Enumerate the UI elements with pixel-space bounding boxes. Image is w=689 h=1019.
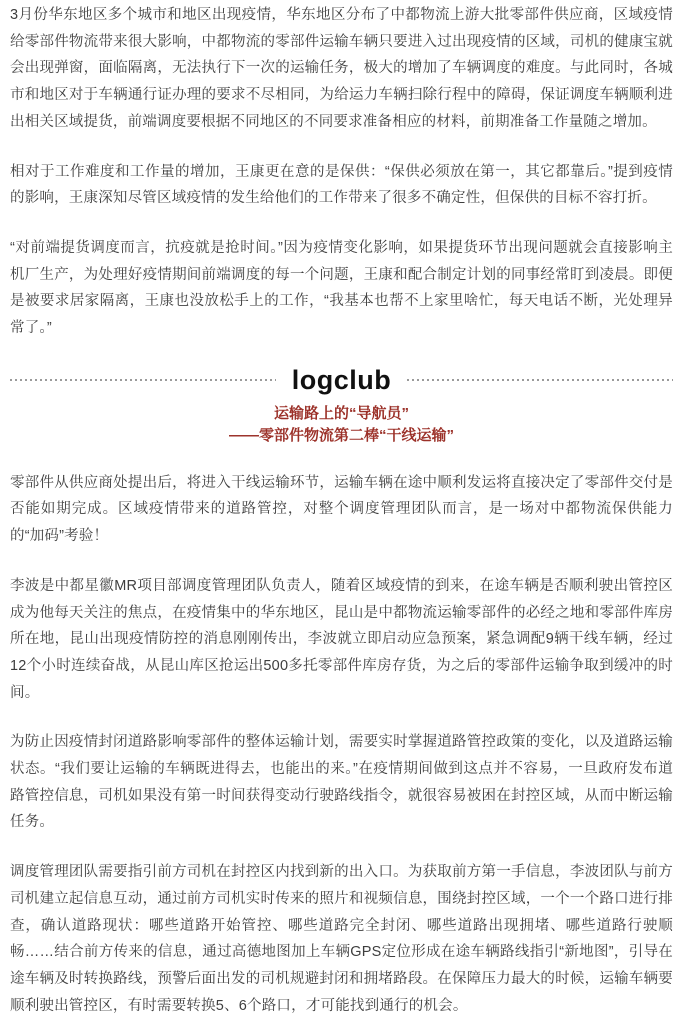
article-paragraph: “对前端提货调度而言，抗疫就是抢时间。”因为疫情变化影响，如果提货环节出现问题就会直接影响主机厂生产，为处理好疫情期间前端调度的每一个问题，王康和配合制定计划的同事经常盯到凌晨。即便是被要求居家隔离，王康也没放松手上的工作，“我基本也帮不上家里啥忙，每天电话不断，光处理异常了。” (10, 239, 673, 337)
article-paragraph: 3月份华东地区多个城市和地区出现疫情，华东地区分布了中都物流上游大批零部件供应商，区域疫情给零部件物流带来很大影响，中都物流的零部件运输车辆只要进入过出现疫情的区域，司机的健康宝就会出现弹窗，面临隔离，无法执行下一次的运输任务，极大的增加了车辆调度的难度。与此同时，各城市和地区对于车辆通行证办理的要求不尽相同，为给运力车辆扫除行程中的障碍，保证调度车辆顺利进出相关区域提货，前端调度要根据不同地区的不同要求准备相应的材料，前期准备工作量随之增加。 (10, 7, 673, 130)
logclub-divider (10, 365, 673, 395)
logclub-logo: logclub (291, 364, 392, 395)
section-title (10, 403, 673, 448)
article-paragraph: 零部件从供应商处提出后，将进入干线运输环节，运输车辆在途中顺利发运将直接决定了零部件交付是否能如期完成。区域疫情带来的道路管控，对整个调度管理团队而言，是一场对中都物流保供能力的“加码”考验！ (10, 474, 673, 545)
article-paragraph: 李波是中都星徽MR项目部调度管理团队负责人，随着区域疫情的到来，在途车辆是否顺利驶出管控区成为他每天关注的焦点，在疫情集中的华东地区，昆山是中都物流运输零部件的必经之地和零部件库房所在地，昆山出现疫情防控的消息刚刚传出，李波就立即启动应急预案，紧急调配9辆干线车辆，经过12个小时连续奋战，从昆山库区抢运出500多托零部件库房存货，为之后的零部件运输争取到缓冲的时间。 (10, 577, 673, 701)
article-paragraph: 相对于工作难度和工作量的增加，王康更在意的是保供：“保供必须放在第一，其它都靠后。”提到疫情的影响，王康深知尽管区域疫情的发生给他们的工作带来了很多不确定性，但保供的目标不容打折。 (10, 163, 673, 207)
article-paragraph: 为防止因疫情封闭道路影响零部件的整体运输计划，需要实时掌握道路管控政策的变化，以及道路运输状态。“我们要让运输的车辆既进得去，也能出的来。”在疫情期间做到这点并不容易，一旦政府发布道路管控信息，司机如果没有第一时间获得变动行驶路线指令，就很容易被困在封控区域，从而中断运输任务。 (10, 734, 673, 831)
article-paragraph: 调度管理团队需要指引前方司机在封控区内找到新的出入口。为获取前方第一手信息，李波团队与前方司机建立起信息互动，通过前方司机实时传来的照片和视频信息，围绕封控区域，一个一个路口进行排查，确认道路现状：哪些道路开始管控、哪些道路完全封闭、哪些道路出现拥堵、哪些道路行驶顺畅……结合前方传来的信息，通过高德地图加上车辆GPS定位形成在途车辆路线指引“新地图”，引导在途车辆及时转换路线，预警后面出发的司机规避封闭和拥堵路段。在保障压力最大的时候，运输车辆要顺利驶出管控区，有时需要转换5、6个路口，才可能找到通行的机会。 (10, 864, 673, 1014)
section-title-line1: 运输路上的“导航员” (273, 404, 409, 422)
divider-dotted-line-right (407, 379, 673, 381)
divider-dotted-line-left (10, 379, 276, 381)
section-title-line2: ——零部件物流第二棒“干线运输” (228, 427, 454, 445)
